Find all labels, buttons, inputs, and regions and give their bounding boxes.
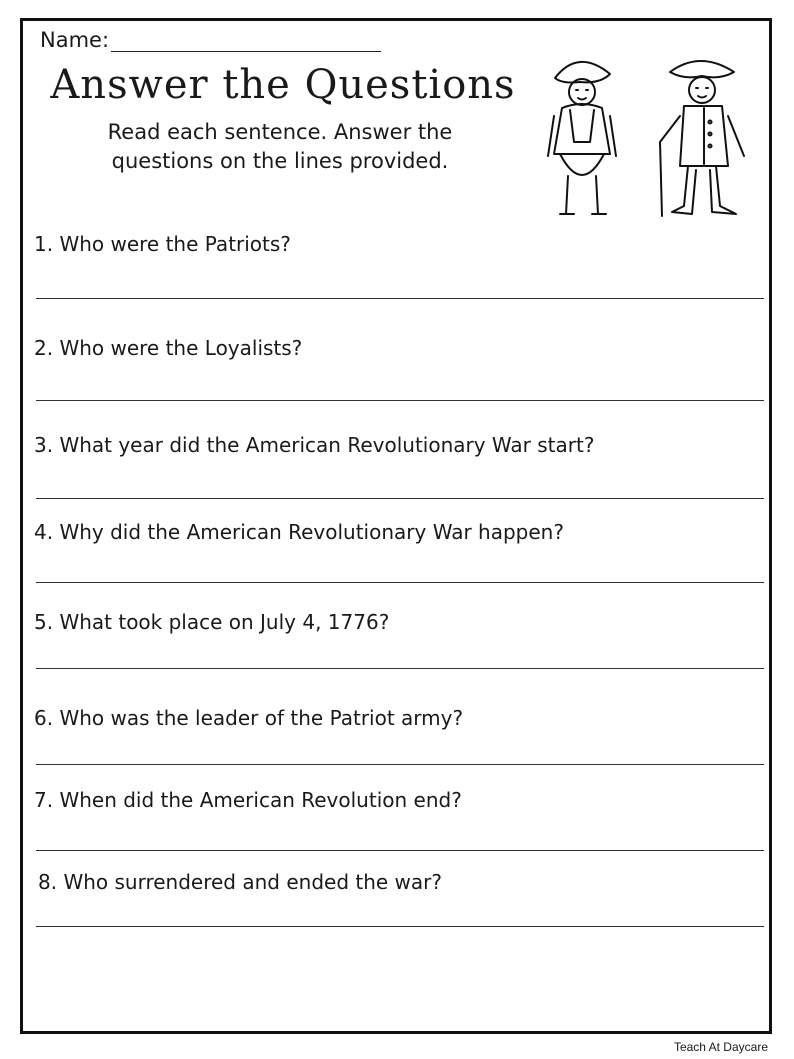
credit-text: Teach At Daycare (673, 1040, 768, 1054)
colonial-figures-illustration (540, 46, 760, 226)
answer-line-5[interactable] (36, 668, 764, 669)
name-label: Name: (40, 28, 110, 52)
question-7: 7. When did the American Revolution end? (34, 788, 462, 812)
question-1: 1. Who were the Patriots? (34, 232, 291, 256)
question-2: 2. Who were the Loyalists? (34, 336, 303, 360)
answer-line-8[interactable] (36, 926, 764, 927)
question-5: 5. What took place on July 4, 1776? (34, 610, 390, 634)
answer-line-4[interactable] (36, 582, 764, 583)
name-row (40, 28, 381, 52)
answer-line-6[interactable] (36, 764, 764, 765)
colonial-soldier-figure (660, 61, 744, 216)
question-8: 8. Who surrendered and ended the war? (38, 870, 443, 894)
question-3: 3. What year did the American Revolutionary War start? (34, 433, 595, 457)
question-4: 4. Why did the American Revolutionary War happen? (34, 520, 564, 544)
worksheet-title: Answer the Questions (50, 62, 516, 108)
answer-line-1[interactable] (36, 298, 764, 299)
name-field[interactable] (111, 29, 381, 52)
question-6: 6. Who was the leader of the Patriot army? (34, 706, 464, 730)
instructions: Read each sentence. Answer the questions on the lines provided. (107, 120, 453, 173)
answer-line-2[interactable] (36, 400, 764, 401)
colonial-woman-figure (548, 62, 616, 214)
answer-line-3[interactable] (36, 498, 764, 499)
answer-line-7[interactable] (36, 850, 764, 851)
